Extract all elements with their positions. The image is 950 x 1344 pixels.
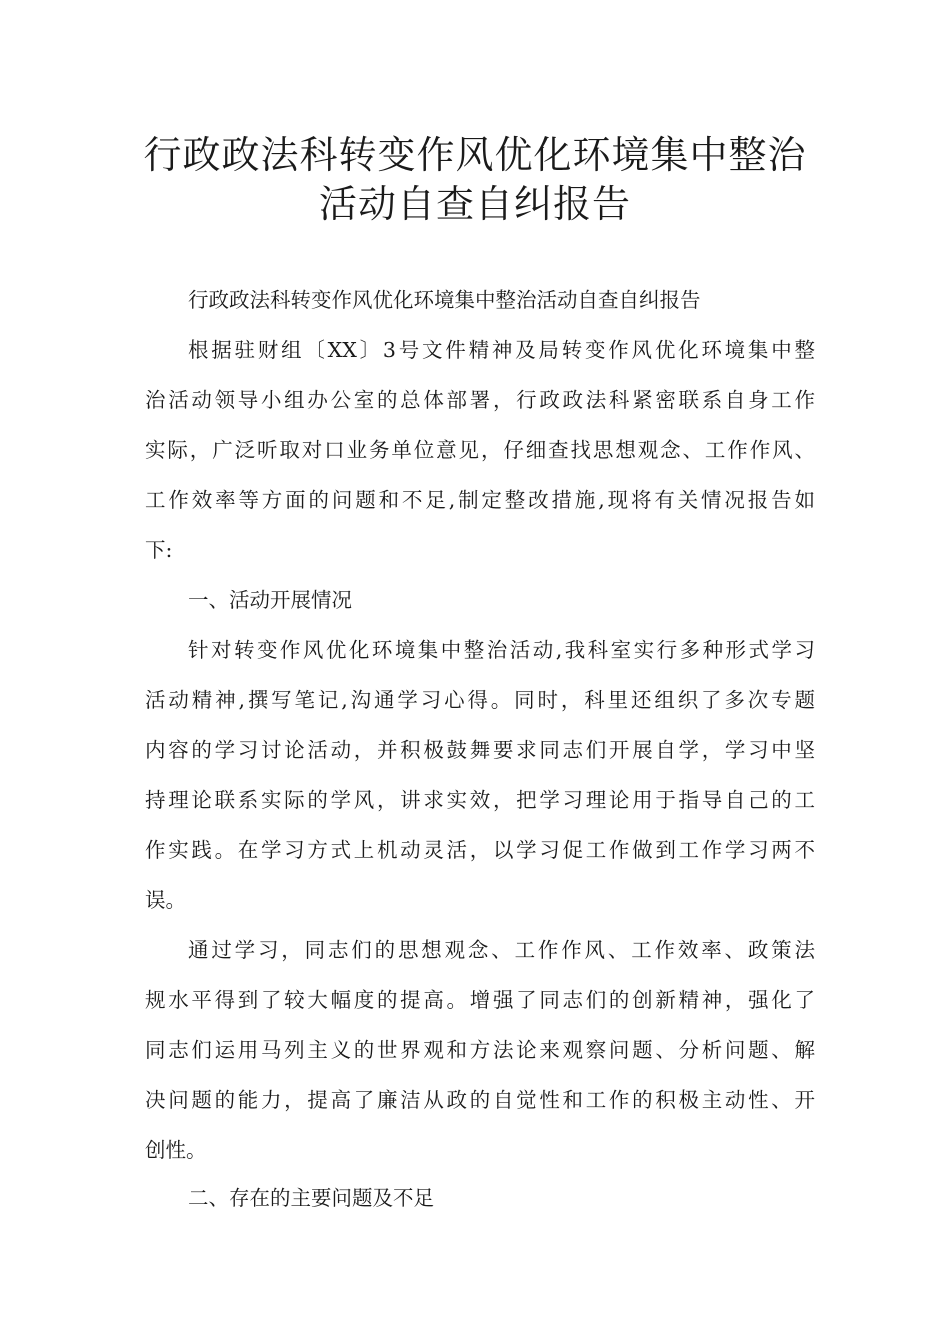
paragraph-line: 实际，广泛听取对口业务单位意见，仔细查找思想观念、工作作风、 <box>145 438 815 462</box>
paragraph-line: 下: <box>145 538 173 562</box>
document-title-line-1: 行政政法科转变作风优化环境集中整治 <box>143 133 807 177</box>
results-paragraph <box>145 925 815 1175</box>
section-heading-1 <box>145 575 815 625</box>
paragraph-line: 内容的学习讨论活动，并积极鼓舞要求同志们开展自学，学习中坚 <box>145 738 815 762</box>
paragraph-line: 同志们运用马列主义的世界观和方法论来观察问题、分析问题、解 <box>145 1038 815 1062</box>
paragraph-line: 通过学习，同志们的思想观念、工作作风、工作效率、政策法 <box>188 938 815 962</box>
paragraph-line: 创性。 <box>145 1138 207 1162</box>
paragraph-line: 作实践。在学习方式上机动灵活，以学习促工作做到工作学习两不 <box>145 838 815 862</box>
section-heading-2 <box>145 1173 815 1223</box>
intro-paragraph <box>145 325 815 575</box>
subtitle-line: 行政政法科转变作风优化环境集中整治活动自查自纠报告 <box>188 288 701 312</box>
paragraph-line: 针对转变作风优化环境集中整治活动,我科室实行多种形式学习 <box>188 638 815 662</box>
subtitle-paragraph <box>145 275 815 325</box>
activity-paragraph <box>145 625 815 925</box>
paragraph-line: 治活动领导小组办公室的总体部署，行政政法科紧密联系自身工作 <box>145 388 815 412</box>
paragraph-line: 持理论联系实际的学风，讲求实效，把学习理论用于指导自己的工 <box>145 788 815 812</box>
paragraph-line: 活动精神,撰写笔记,沟通学习心得。同时，科里还组织了多次专题 <box>145 688 815 712</box>
document-title-line-2: 活动自查自纠报告 <box>318 182 631 226</box>
paragraph-line: 规水平得到了较大幅度的提高。增强了同志们的创新精神，强化了 <box>145 988 815 1012</box>
paragraph-line: 误。 <box>145 888 186 912</box>
paragraph-line: 决问题的能力，提高了廉洁从政的自觉性和工作的积极主动性、开 <box>145 1088 815 1112</box>
paragraph-line: 根据驻财组〔XX〕3号文件精神及局转变作风优化环境集中整 <box>188 338 815 362</box>
paragraph-line: 工作效率等方面的问题和不足,制定整改措施,现将有关情况报告如 <box>145 488 815 512</box>
section-heading-text: 二、存在的主要问题及不足 <box>188 1186 434 1210</box>
section-heading-text: 一、活动开展情况 <box>188 588 352 612</box>
